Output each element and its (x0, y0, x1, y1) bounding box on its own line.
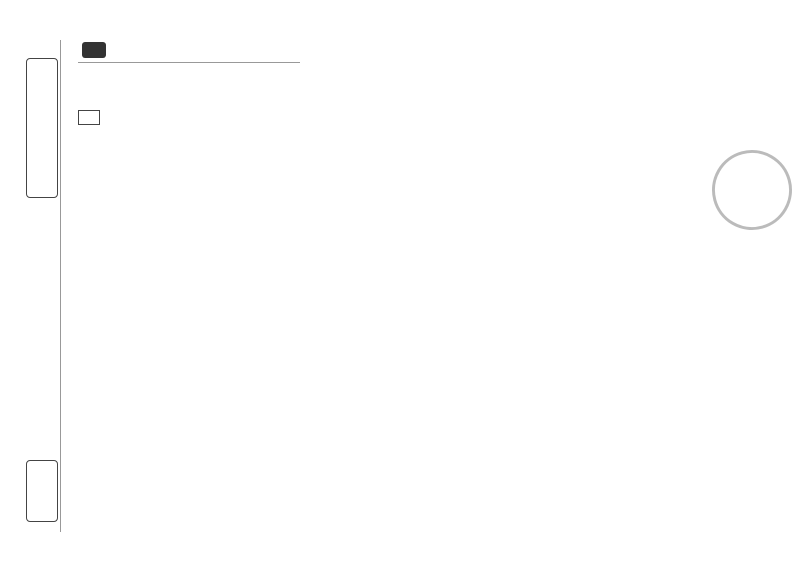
score-label (79, 110, 100, 124)
instructions-box (26, 58, 58, 198)
publisher-logo (82, 42, 106, 58)
confidential-stamp (703, 141, 800, 239)
binding-strip (24, 40, 61, 532)
strip-brand-logo (26, 460, 58, 522)
score-table (78, 110, 100, 125)
